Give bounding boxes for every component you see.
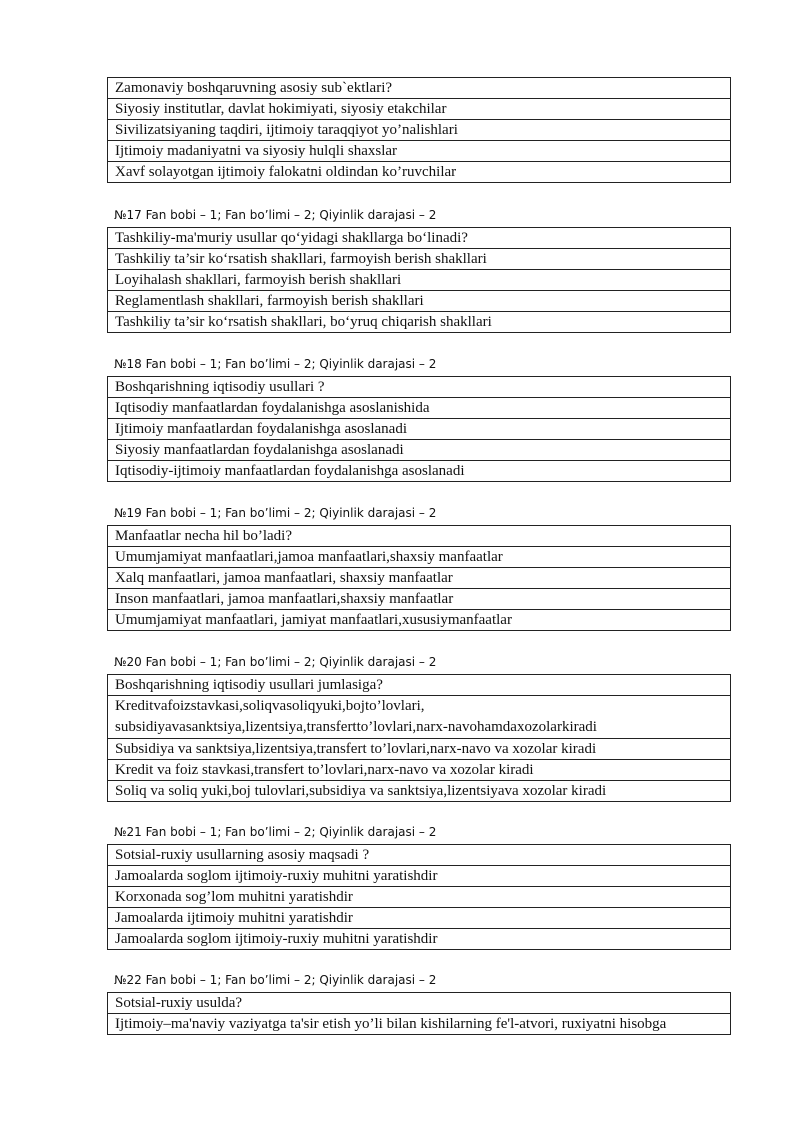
question-text: Boshqarishning iqtisodiy usullari ?	[108, 377, 731, 398]
answer-option: Umumjamiyat manfaatlari, jamiyat manfaatlari,xususiymanfaatlar	[108, 610, 731, 631]
answer-option: Iqtisodiy-ijtimoiy manfaatlardan foydalanishga asoslanadi	[108, 461, 731, 482]
question-table	[107, 376, 731, 482]
question-table	[107, 525, 731, 631]
answer-option: Loyihalash shakllari, farmoyish berish shakllari	[108, 270, 731, 291]
question-text: Zamonaviy boshqaruvning asosiy sub`ektlari?	[108, 78, 731, 99]
question-text: Sotsial-ruxiy usulda?	[108, 993, 731, 1014]
question-block-16	[107, 77, 731, 183]
answer-option: Siyosiy manfaatlardan foydalanishga asoslanadi	[108, 440, 731, 461]
answer-option: Soliq va soliq yuki,boj tulovlari,subsidiya va sanktsiya,lizentsiyava xozolar kiradi	[108, 781, 731, 802]
question-text: Boshqarishning iqtisodiy usullari jumlasiga?	[108, 675, 731, 696]
answer-option: Ijtimoiy–ma'naviy vaziyatga ta'sir etish yo’li bilan kishilarning fe'l-atvori, ruxiyatni hisobga	[108, 1014, 731, 1035]
answer-option: Ijtimoiy madaniyatni va siyosiy hulqli shaxslar	[108, 141, 731, 162]
question-header-20: №20 Fan bobi – 1; Fan bo’limi – 2; Qiyinlik darajasi – 2	[114, 655, 437, 669]
question-block-17	[107, 227, 731, 333]
answer-option: Kredit va foiz stavkasi,transfert to’lovlari,narx-navo va xozolar kiradi	[108, 760, 731, 781]
answer-option: Umumjamiyat manfaatlari,jamoa manfaatlari,shaxsiy manfaatlar	[108, 547, 731, 568]
answer-option: Xalq manfaatlari, jamoa manfaatlari, shaxsiy manfaatlar	[108, 568, 731, 589]
answer-option: Xavf solayotgan ijtimoiy falokatni oldindan ko’ruvchilar	[108, 162, 731, 183]
question-table	[107, 227, 731, 333]
question-block-20	[107, 674, 731, 802]
answer-option: Jamoalarda ijtimoiy muhitni yaratishdir	[108, 908, 731, 929]
question-block-22	[107, 992, 731, 1035]
question-header-22: №22 Fan bobi – 1; Fan bo’limi – 2; Qiyinlik darajasi – 2	[114, 973, 437, 987]
question-table	[107, 992, 731, 1035]
answer-option: Ijtimoiy manfaatlardan foydalanishga asoslanadi	[108, 419, 731, 440]
answer-option: Jamoalarda soglom ijtimoiy-ruxiy muhitni yaratishdir	[108, 866, 731, 887]
question-block-21	[107, 844, 731, 950]
answer-option: Subsidiya va sanktsiya,lizentsiya,transfert to’lovlari,narx-navo va xozolar kiradi	[108, 739, 731, 760]
answer-option: Korxonada sog’lom muhitni yaratishdir	[108, 887, 731, 908]
answer-option: Tashkiliy ta’sir ko‘rsatish shakllari, farmoyish berish shakllari	[108, 249, 731, 270]
question-block-18	[107, 376, 731, 482]
question-text: Tashkiliy-ma'muriy usullar qo‘yidagi shakllarga bo‘linadi?	[108, 228, 731, 249]
answer-option: Kreditvafoizstavkasi,soliqvasoliqyuki,bojto’lovlari, subsidiyavasanktsiya,lizentsiya,transfertto’lovlari,narx-navohamdaxozolarkiradi	[108, 696, 731, 739]
question-header-18: №18 Fan bobi – 1; Fan bo’limi – 2; Qiyinlik darajasi – 2	[114, 357, 437, 371]
question-header-21: №21 Fan bobi – 1; Fan bo’limi – 2; Qiyinlik darajasi – 2	[114, 825, 437, 839]
answer-option: Jamoalarda soglom ijtimoiy-ruxiy muhitni yaratishdir	[108, 929, 731, 950]
answer-option: Inson manfaatlari, jamoa manfaatlari,shaxsiy manfaatlar	[108, 589, 731, 610]
answer-option: Reglamentlash shakllari, farmoyish berish shakllari	[108, 291, 731, 312]
answer-option: Sivilizatsiyaning taqdiri, ijtimoiy taraqqiyot yo’nalishlari	[108, 120, 731, 141]
question-text: Manfaatlar necha hil bo’ladi?	[108, 526, 731, 547]
question-table	[107, 674, 731, 802]
question-table	[107, 77, 731, 183]
question-header-17: №17 Fan bobi – 1; Fan bo’limi – 2; Qiyinlik darajasi – 2	[114, 208, 437, 222]
question-header-19: №19 Fan bobi – 1; Fan bo’limi – 2; Qiyinlik darajasi – 2	[114, 506, 437, 520]
answer-option: Iqtisodiy manfaatlardan foydalanishga asoslanishida	[108, 398, 731, 419]
answer-option: Tashkiliy ta’sir ko‘rsatish shakllari, bo‘yruq chiqarish shakllari	[108, 312, 731, 333]
answer-option: Siyosiy institutlar, davlat hokimiyati, siyosiy etakchilar	[108, 99, 731, 120]
question-table	[107, 844, 731, 950]
question-text: Sotsial-ruxiy usullarning asosiy maqsadi ?	[108, 845, 731, 866]
question-block-19	[107, 525, 731, 631]
